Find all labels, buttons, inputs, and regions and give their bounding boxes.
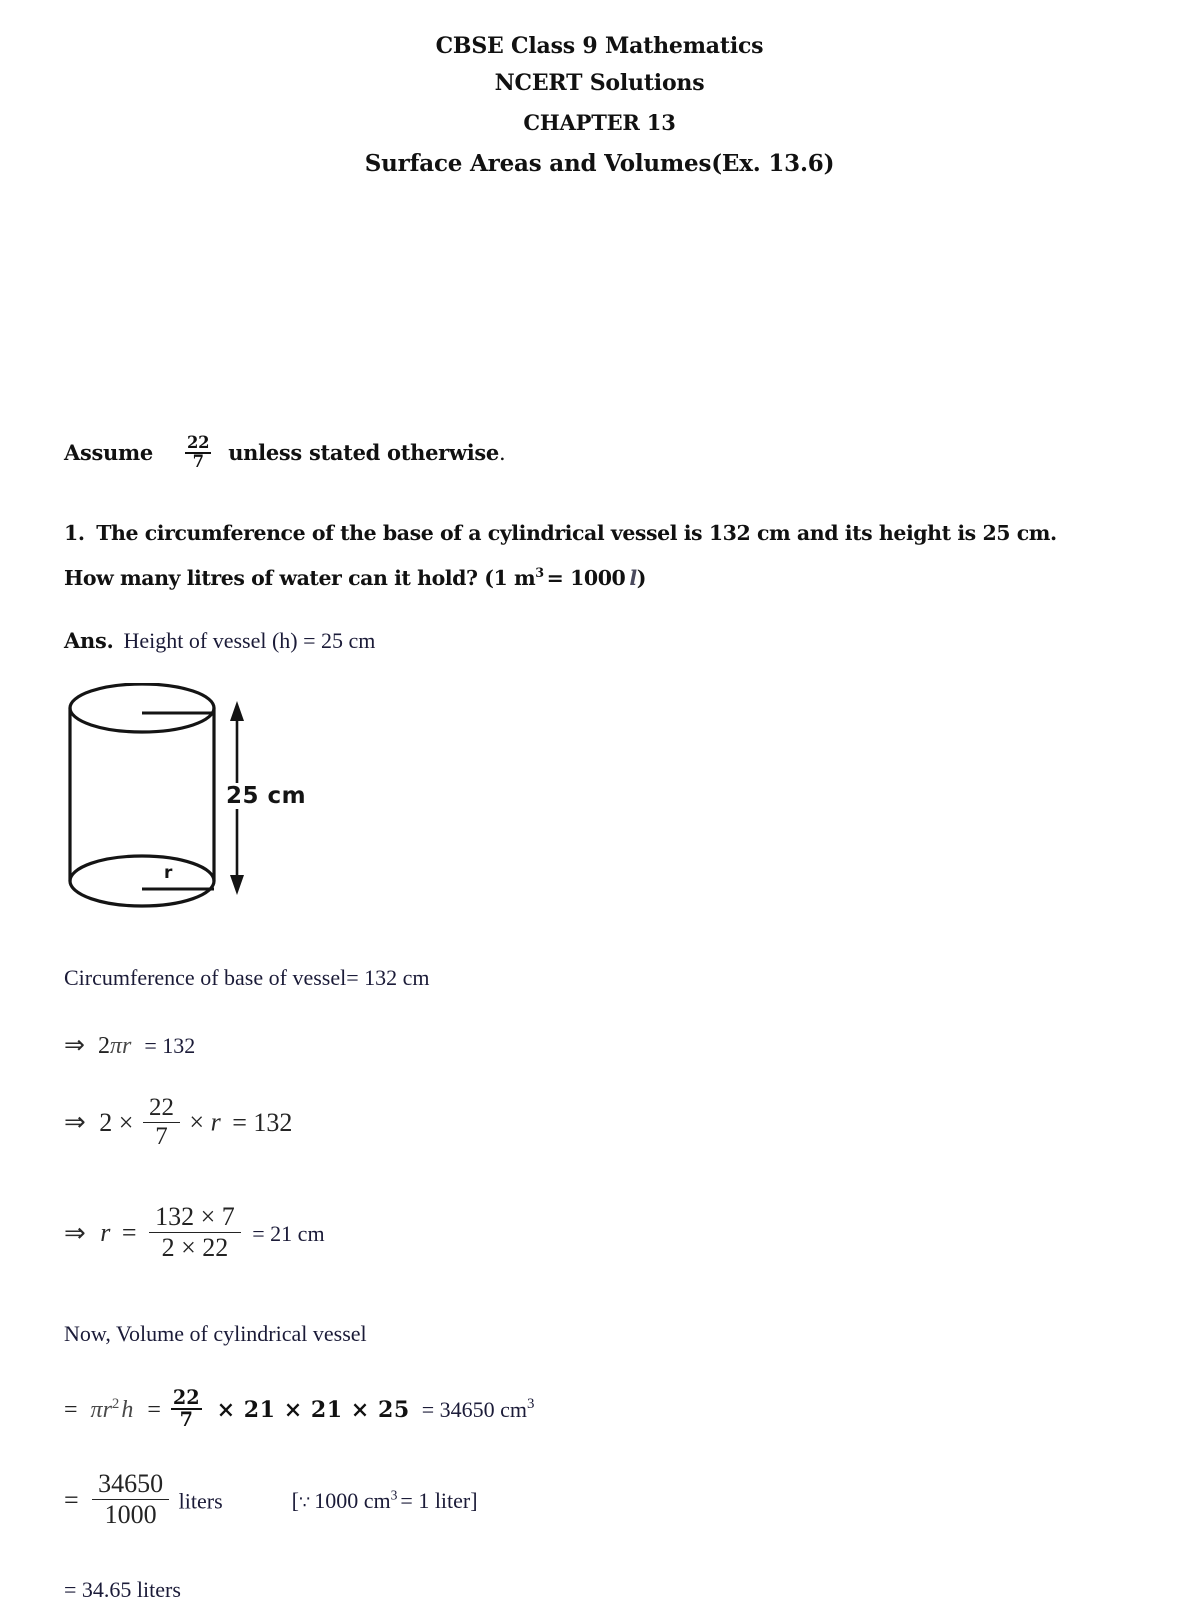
header-topic: Surface Areas and Volumes(Ex. 13.6) [364, 150, 835, 177]
question-text-2b: = 1000 [546, 566, 626, 590]
eq4-fraction [171, 1388, 202, 1429]
eq5-fraction [92, 1470, 169, 1528]
answer-text: Height of vessel (h) = 25 cm [123, 628, 376, 653]
eq2-fraction [143, 1095, 180, 1151]
eq4-fraction-numerator: 22 [172, 1386, 200, 1409]
eq1-radius-var: r [121, 1033, 132, 1059]
equation-4 [64, 1388, 534, 1429]
pi-fraction-numerator: 22 [187, 433, 210, 452]
eq4-product: × 21 × 21 × 25 [216, 1396, 410, 1423]
eq2-radius-var: r [210, 1107, 221, 1137]
eq2-fraction-denominator: 7 [143, 1122, 180, 1150]
eq4-radius-var: r [102, 1396, 112, 1423]
note-exponent: 3 [390, 1487, 398, 1503]
eq1-coefficient: 2 [97, 1033, 110, 1059]
eq5-unit: liters [178, 1488, 223, 1514]
eq3-fraction-numerator: 132 × 7 [155, 1202, 235, 1231]
eq5-fraction-denominator: 1000 [92, 1499, 169, 1529]
eq3-equals: = [121, 1218, 137, 1248]
height-label: 25 cm [226, 783, 307, 809]
cylinder-diagram [62, 683, 392, 931]
eq4-fraction-denominator: 7 [171, 1408, 202, 1430]
implies-arrow-icon: ⇒ [64, 1030, 85, 1059]
question-text-2a: How many litres of water can it hold? (1 m [64, 566, 536, 590]
eq4-result-exponent: 3 [527, 1395, 535, 1412]
eq5-fraction-numerator: 34650 [98, 1469, 164, 1498]
question-text-2c: ) [636, 566, 646, 590]
equation-3 [64, 1203, 325, 1261]
assume-period: . [498, 440, 506, 465]
eq2-times: × [189, 1107, 211, 1137]
cylinder-top-ellipse [70, 684, 214, 732]
eq3-fraction-denominator: 2 × 22 [149, 1232, 241, 1262]
conversion-note [292, 1488, 478, 1513]
eq3-radius-var: r [100, 1218, 111, 1248]
pi-approx-fraction [185, 435, 211, 470]
eq3-fraction [149, 1203, 241, 1261]
circumference-statement: Circumference of base of vessel= 132 cm [64, 965, 430, 990]
document-header [0, 0, 1199, 185]
answer-line [64, 628, 375, 654]
assume-prefix: Assume [64, 439, 153, 465]
eq3-result: = 21 cm [252, 1221, 325, 1247]
note-open-bracket: [ [291, 1488, 299, 1514]
header-chapter: CHAPTER 13 [523, 110, 676, 135]
eq4-radius-exponent: 2 [111, 1395, 120, 1412]
cylinder-bottom-ellipse [70, 856, 214, 906]
assume-suffix: unless stated otherwise [228, 439, 499, 465]
liter-symbol: l [629, 566, 637, 590]
volume-header: Now, Volume of cylindrical vessel [64, 1321, 367, 1346]
question-number: 1. [64, 521, 85, 545]
eq4-height-var: h [121, 1396, 134, 1423]
eq4-lead: = [64, 1396, 78, 1423]
question-line-1 [64, 521, 1057, 545]
height-arrow-head-bottom [230, 875, 244, 895]
eq2-fraction-numerator: 22 [148, 1094, 174, 1121]
pi-fraction-denominator: 7 [185, 452, 211, 471]
equation-5 [64, 1470, 478, 1528]
because-icon: ∵ [299, 1493, 311, 1514]
question-line-2 [64, 566, 646, 590]
eq1-result: = 132 [144, 1033, 196, 1058]
note-text-a: 1000 cm [314, 1488, 391, 1514]
final-answer: = 34.65 liters [64, 1577, 181, 1602]
header-title-course: CBSE Class 9 Mathematics [435, 33, 764, 59]
eq2-lead: 2 × [99, 1107, 134, 1137]
radius-label: r [164, 863, 173, 883]
assume-statement [64, 435, 505, 470]
eq4-result: = 34650 cm [421, 1396, 528, 1422]
eq5-lead: = [64, 1485, 79, 1515]
eq2-result: = 132 [232, 1107, 293, 1137]
note-text-b: = 1 liter] [400, 1488, 478, 1514]
equation-2 [64, 1095, 292, 1151]
answer-label: Ans. [64, 628, 114, 653]
eq1-pi-symbol: π [109, 1033, 122, 1059]
equation-1 [64, 1030, 195, 1060]
eq4-equals: = [147, 1396, 161, 1423]
height-arrow-head-top [230, 701, 244, 721]
implies-arrow-icon-3: ⇒ [64, 1218, 86, 1249]
question-text-1: The circumference of the base of a cylindrical vessel is 132 cm and its height is 25 cm. [96, 521, 1057, 545]
cubic-meter-exponent: 3 [535, 565, 544, 581]
eq4-pi-symbol: π [90, 1396, 103, 1423]
header-title-solutions: NCERT Solutions [494, 70, 705, 96]
implies-arrow-icon-2: ⇒ [64, 1107, 86, 1138]
